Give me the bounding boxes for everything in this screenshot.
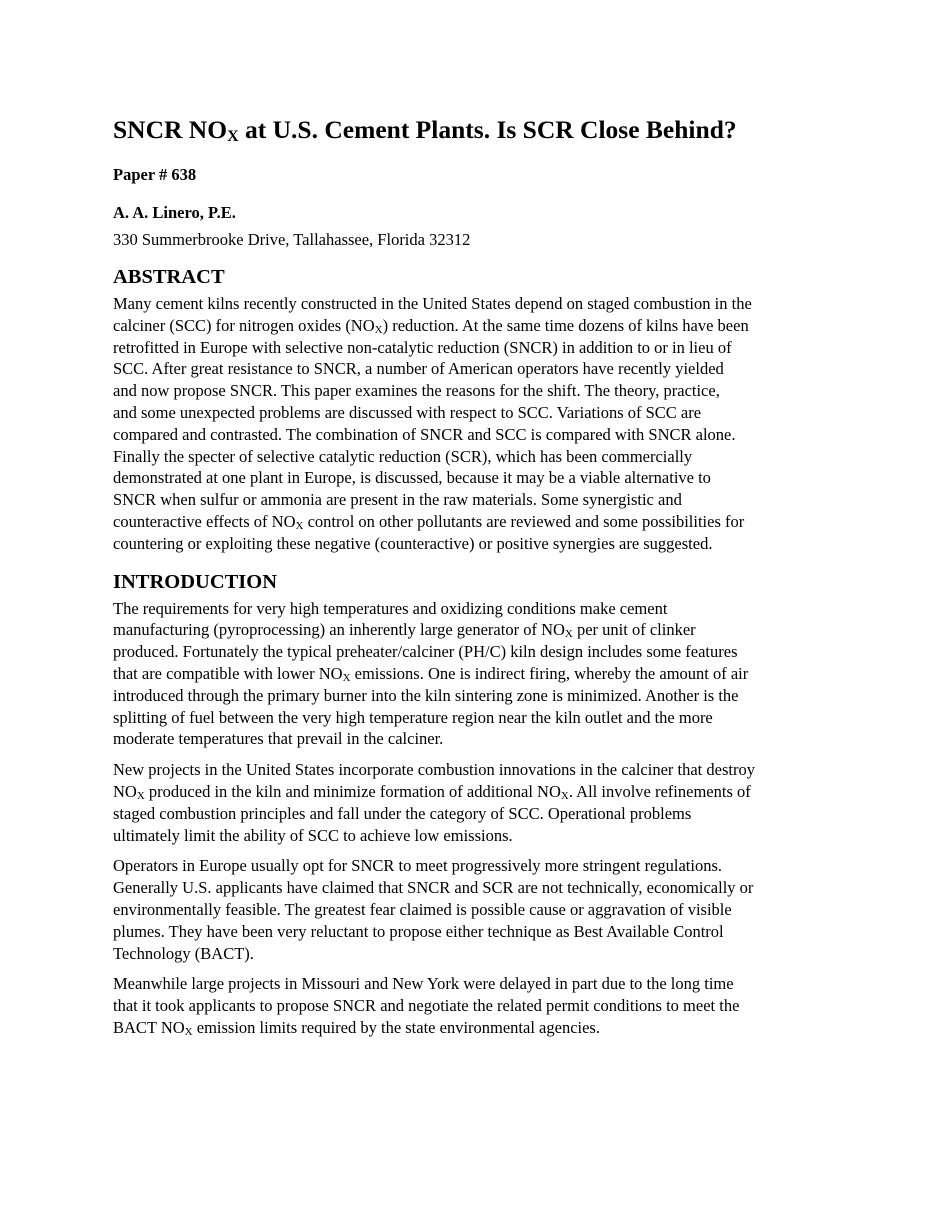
line-text: Finally the specter of selective catalytic reduction (SCR), which has been commercially [113, 446, 693, 466]
text-line [113, 877, 849, 899]
text-line [113, 315, 849, 337]
text-line [113, 619, 849, 641]
line-text: New projects in the United States incorporate combustion innovations in the calciner that destroy [113, 760, 755, 780]
text-line [113, 825, 849, 847]
subscript-text: X [342, 671, 351, 684]
line-text: demonstrated at one plant in Europe, is discussed, because it may be a viable alternative to [113, 468, 711, 488]
paper-number: Paper # 638 [113, 165, 197, 184]
line-text: introduced through the primary burner into the kiln sintering zone is minimized. Another is the [113, 685, 739, 705]
text-line [113, 759, 849, 781]
line-text: moderate temperatures that prevail in the calciner. [113, 729, 444, 749]
text-line [113, 855, 849, 877]
line-text: plumes. They have been very reluctant to propose either technique as Best Available Control [113, 921, 724, 941]
line-text: that it took applicants to propose SNCR and negotiate the related permit conditions to meet the [113, 996, 740, 1016]
line-text: and now propose SNCR. This paper examines the reasons for the shift. The theory, practice, [113, 381, 720, 401]
line-text: Meanwhile large projects in Missouri and New York were delayed in part due to the long time [113, 974, 734, 994]
line-text: ultimately limit the ability of SCC to achieve low emissions. [113, 825, 513, 845]
introduction-paragraph [113, 598, 849, 751]
line-text: BACT NO [113, 1017, 185, 1037]
line-text: per unit of clinker [572, 620, 696, 640]
line-text: Generally U.S. applicants have claimed that SNCR and SCR are not technically, economically or [113, 878, 754, 898]
introduction-paragraph [113, 759, 849, 846]
line-text: compared and contrasted. The combination of SNCR and SCC is compared with SNCR alone. [113, 424, 736, 444]
title-text-end: at U.S. Cement Plants. Is SCR Close Behind? [238, 115, 737, 144]
text-line [113, 921, 849, 943]
text-line [113, 511, 849, 533]
subscript-text: X [136, 789, 145, 802]
paper-page [113, 112, 849, 1039]
text-line [113, 728, 849, 750]
subscript-text: X [560, 789, 569, 802]
text-line [113, 943, 849, 965]
text-line [113, 781, 849, 803]
line-text: SCC. After great resistance to SNCR, a number of American operators have recently yielded [113, 359, 724, 379]
text-line [113, 598, 849, 620]
text-line [113, 489, 849, 511]
text-line [113, 973, 849, 995]
text-line [113, 641, 849, 663]
line-text: The requirements for very high temperatures and oxidizing conditions make cement [113, 598, 668, 618]
subscript-text: X [184, 1025, 193, 1038]
text-line [113, 663, 849, 685]
text-line [113, 337, 849, 359]
line-text: calciner (SCC) for nitrogen oxides (NO [113, 315, 375, 335]
title-subscript: X [227, 128, 239, 145]
line-text: Operators in Europe usually opt for SNCR to meet progressively more stringent regulations. [113, 856, 723, 876]
subscript-text: X [374, 323, 383, 336]
line-text: manufacturing (pyroprocessing) an inherently large generator of NO [113, 620, 565, 640]
line-text: emissions. One is indirect firing, whereby the amount of air [350, 663, 749, 683]
line-text: splitting of fuel between the very high temperature region near the kiln outlet and the more [113, 707, 713, 727]
text-line [113, 533, 849, 555]
text-line [113, 380, 849, 402]
author-address: 330 Summerbrooke Drive, Tallahassee, Florida 32312 [113, 230, 471, 249]
line-text: and some unexpected problems are discussed with respect to SCC. Variations of SCC are [113, 402, 702, 422]
abstract-paragraph [113, 293, 849, 555]
subscript-text: X [295, 519, 304, 532]
line-text: ) reduction. At the same time dozens of kilns have been [382, 315, 749, 335]
text-line [113, 1017, 849, 1039]
introduction-body [113, 598, 849, 1039]
line-text: Technology (BACT). [113, 943, 254, 963]
introduction-paragraph [113, 973, 849, 1038]
line-text: that are compatible with lower NO [113, 663, 343, 683]
line-text: NO [113, 781, 137, 801]
text-line [113, 446, 849, 468]
text-line [113, 402, 849, 424]
line-text: Many cement kilns recently constructed in the United States depend on staged combustion in the [113, 294, 752, 313]
text-line [113, 995, 849, 1017]
line-text: SNCR when sulfur or ammonia are present in the raw materials. Some synergistic and [113, 490, 682, 510]
text-line [113, 803, 849, 825]
text-line [113, 899, 849, 921]
abstract-heading: ABSTRACT [113, 266, 225, 288]
text-line [113, 293, 849, 315]
title-text-start: SNCR NO [113, 115, 228, 144]
line-text: countering or exploiting these negative (counteractive) or positive synergies are suggested. [113, 533, 713, 553]
text-line [113, 467, 849, 489]
text-line [113, 424, 849, 446]
line-text: control on other pollutants are reviewed and some possibilities for [303, 511, 745, 531]
line-text: produced. Fortunately the typical preheater/calciner (PH/C) kiln design includes some features [113, 642, 738, 662]
subscript-text: X [564, 628, 573, 641]
introduction-paragraph [113, 855, 849, 964]
author-name: A. A. Linero, P.E. [113, 203, 236, 222]
text-line [113, 358, 849, 380]
line-text: counteractive effects of NO [113, 511, 296, 531]
text-line [113, 707, 849, 729]
line-text: emission limits required by the state environmental agencies. [192, 1017, 600, 1037]
introduction-heading: INTRODUCTION [113, 570, 278, 593]
line-text: . All involve refinements of [568, 781, 751, 801]
line-text: staged combustion principles and fall under the category of SCC. Operational problems [113, 803, 692, 823]
line-text: produced in the kiln and minimize formation of additional NO [144, 781, 561, 801]
text-line [113, 685, 849, 707]
line-text: retrofitted in Europe with selective non-catalytic reduction (SNCR) in addition to or in lieu of [113, 337, 732, 357]
line-text: environmentally feasible. The greatest fear claimed is possible cause or aggravation of visible [113, 899, 732, 919]
paper-title [113, 112, 849, 148]
